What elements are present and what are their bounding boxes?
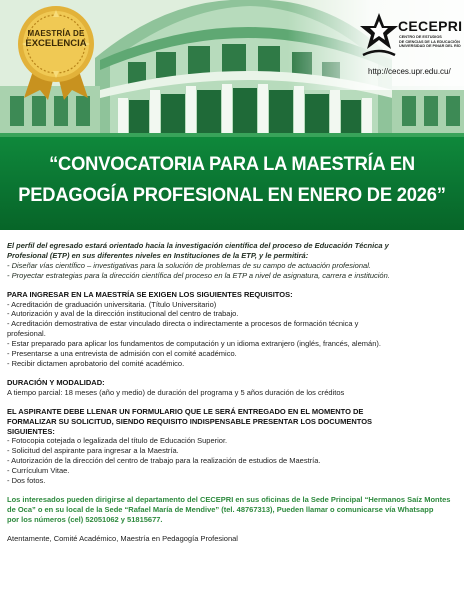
title-band-stripe — [0, 133, 464, 137]
page-title: “CONVOCATORIA PARA LA MAESTRÍA EN PEDAGOGÍA PROFESIONAL EN ENERO DE 2026” — [18, 153, 446, 206]
list-item: - Proyectar estrategias para la dirección científica del proceso en la ETP a nivel de asignatura, carrera e institución. — [7, 270, 390, 280]
list-item: - Fotocopia cotejada o legalizada del título de Educación Superior. — [7, 436, 228, 446]
logo-subtitle — [399, 35, 464, 49]
list-item: - Acreditación demostrativa de estar vinculado directa o indirectamente a procesos de formación técnica y — [7, 319, 359, 329]
requisites-heading: PARA INGRESAR EN LA MAESTRÍA SE EXIGEN LOS SIGUIENTES REQUISITOS: — [7, 289, 293, 299]
logo-name: CECEPRI — [398, 18, 463, 34]
contact-line: Los interesados pueden dirigirse al departamento del CECEPRI en sus oficinas de la Sede Principal “Hermanos Saíz Montes — [7, 494, 451, 504]
announcement-body — [7, 241, 459, 544]
documents-heading — [7, 407, 459, 437]
website-link[interactable]: http://ceces.upr.edu.cu/ — [368, 67, 451, 76]
documents-list — [7, 436, 459, 486]
list-item: - Currículum Vitae. — [7, 466, 70, 476]
duration-text: A tiempo parcial: 18 meses (año y medio) de duración del programa y 5 años duración de los créditos — [7, 387, 345, 397]
contact-info — [7, 495, 459, 525]
intro-line: El perfil del egresado estará orientado hacia la investigación científica del proceso de Educación Técnica y — [7, 241, 389, 250]
list-item: - Dos fotos. — [7, 476, 46, 486]
list-item: - Autorización de la dirección del centro de trabajo para la realización de estudios de Maestría. — [7, 456, 321, 466]
duration-heading: DURACIÓN Y MODALIDAD: — [7, 377, 105, 387]
documents-heading-line: FORMALIZAR SU SOLICITUD, SIENDO REQUISITO INDISPENSABLE PRESENTAR LOS DOCUMENTOS — [7, 416, 373, 426]
logo-subtitle-line: CENTRO DE ESTUDIOS — [399, 35, 442, 39]
signature: Atentamente, Comité Académico, Maestría en Pedagogía Profesional — [7, 533, 238, 543]
intro-bullets — [7, 261, 459, 281]
header-hero — [0, 0, 464, 133]
badge-line-2: EXCELENCIA — [25, 37, 87, 49]
requisites-list — [7, 300, 459, 369]
list-item: - Solicitud del aspirante para ingresar a la Maestría. — [7, 446, 179, 456]
list-item: - Recibir dictamen aprobatorio del comité académico. — [7, 358, 185, 368]
excellence-badge-icon — [14, 4, 98, 100]
contact-line: de Oca” o en su local de la Sede “Rafael María de Mendive” (tel. 48767313), Pueden llamar o comunicarse vía Whatsapp — [7, 504, 434, 514]
list-item: - Presentarse a una entrevista de admisión con el comité académico. — [7, 349, 237, 359]
list-item: - Acreditación de graduación universitaria. (Título Universitario) — [7, 299, 217, 309]
logo-subtitle-line: DE CIENCIAS DE LA EDUCACIÓN — [399, 39, 460, 44]
logo-subtitle-line: UNIVERSIDAD DE PINAR DEL RÍO — [399, 44, 461, 49]
intro-paragraph — [7, 241, 459, 261]
badge-label — [14, 30, 98, 49]
list-item: - Autorización y aval de la dirección institucional del centro de trabajo. — [7, 309, 239, 319]
list-item: profesional. — [7, 329, 46, 339]
list-item: - Diseñar vías científico – investigativas para la solución de problemas de su campo de actuación profesional. — [7, 260, 371, 270]
documents-heading-line: EL ASPIRANTE DEBE LLENAR UN FORMULARIO QUE LE SERÁ ENTREGADO EN EL MOMENTO DE — [7, 406, 364, 416]
documents-heading-line: SIGUIENTES: — [7, 426, 55, 436]
contact-line: por los números (cel) 52051062 y 51815677. — [7, 514, 163, 524]
badge-line-1: MAESTRÍA DE — [27, 29, 85, 38]
list-item: - Estar preparado para aplicar los fundamentos de computación y un idioma extranjero (inglés, francés, alemán). — [7, 339, 381, 349]
cecepri-logo-icon — [357, 11, 401, 57]
intro-line: Profesional (ETP) en sus diferentes niveles en Instituciones de la ETP, y le permitirá: — [7, 250, 309, 260]
